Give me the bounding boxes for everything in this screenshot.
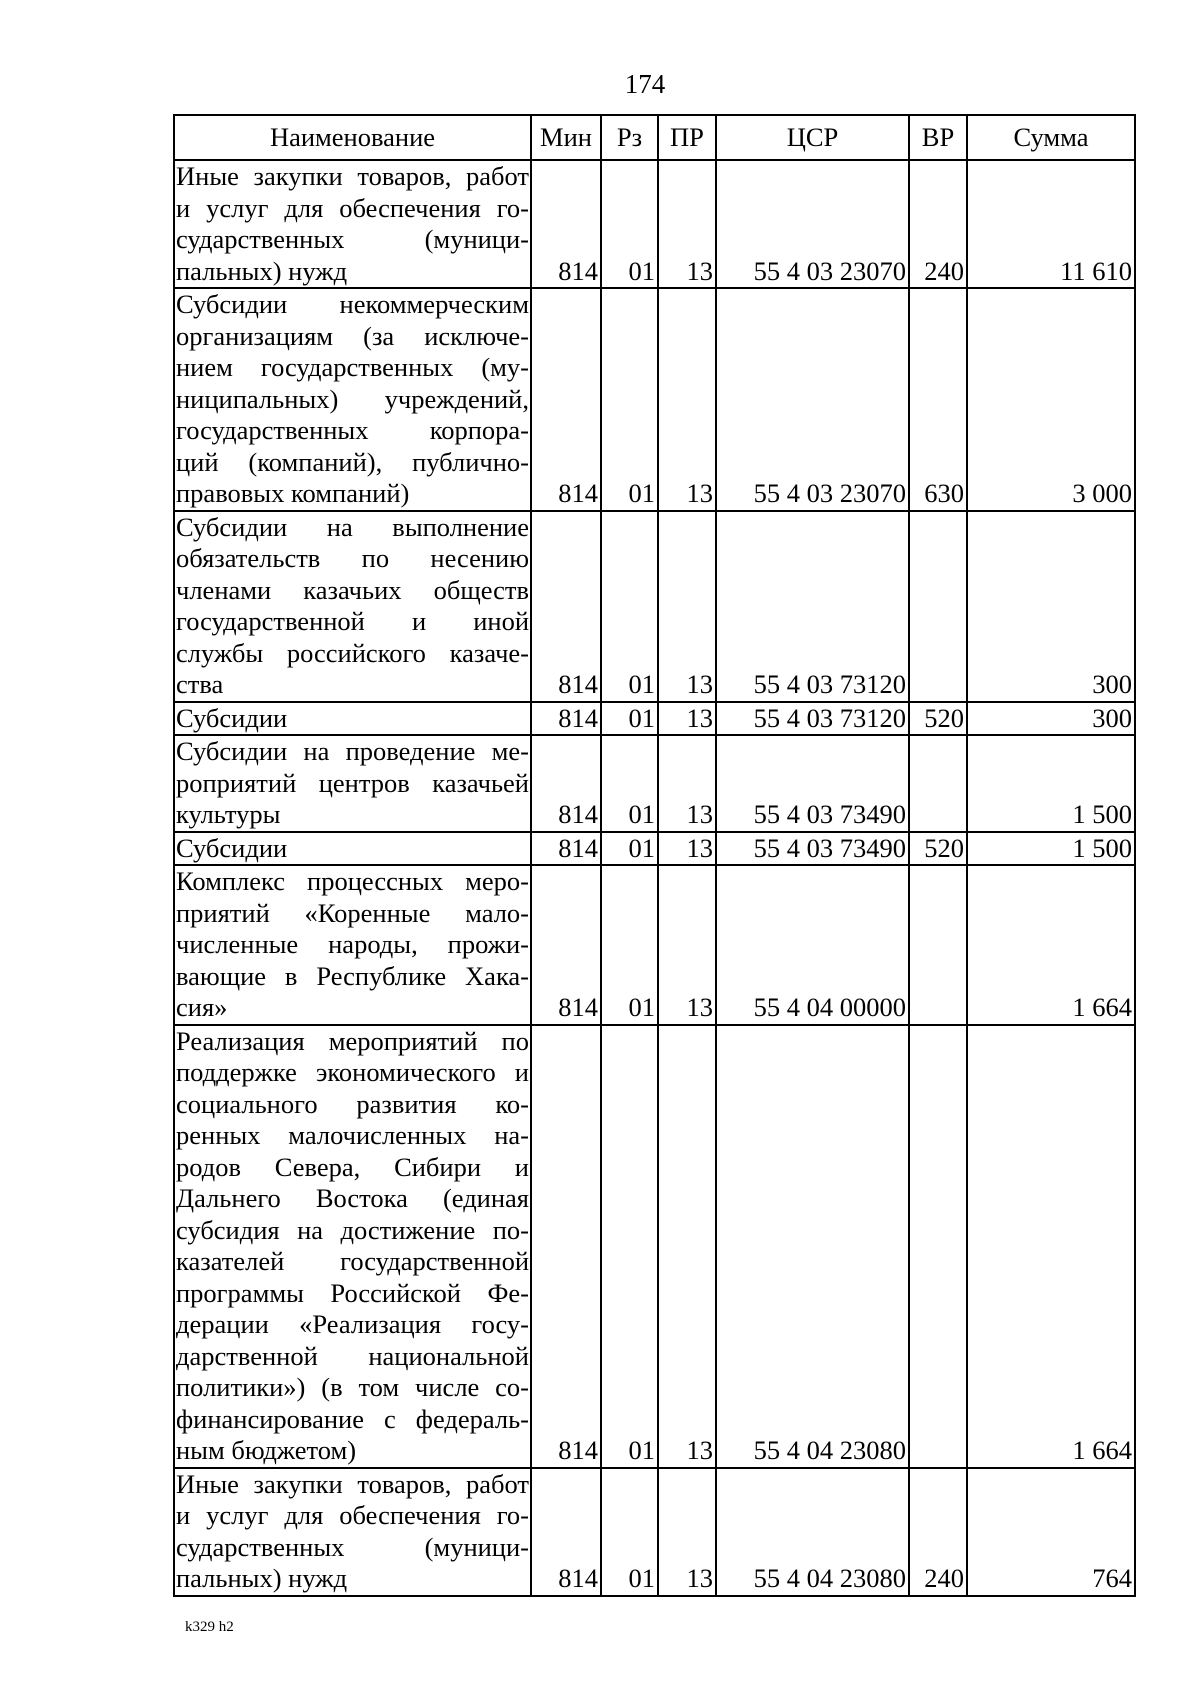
header-csr: ЦСР — [716, 115, 909, 160]
table-row — [174, 1468, 1135, 1596]
row-name-line: роприятий центров казачьей — [176, 767, 529, 798]
row-name-line: Иные закупки товаров, работ — [176, 1468, 529, 1499]
row-name-line: ренных малочисленных на- — [176, 1120, 529, 1150]
row-name-line: и услуг для обеспечения го- — [176, 1500, 529, 1530]
row-csr: 55 4 03 73490 — [716, 735, 909, 832]
row-name-line: программы Российской Фе- — [176, 1277, 529, 1308]
row-name-line: численные народы, прожи- — [176, 929, 529, 959]
row-name-line: Субсидии на проведение ме- — [176, 736, 529, 766]
table-row — [174, 832, 1135, 866]
row-name — [174, 160, 531, 288]
table-body — [174, 160, 1135, 1596]
row-pr: 13 — [658, 160, 716, 288]
row-name — [174, 1025, 531, 1468]
row-name-line: и услуг для обеспечения го- — [176, 192, 529, 223]
row-rz: 01 — [601, 702, 658, 736]
row-sum: 300 — [967, 702, 1135, 736]
row-sum: 764 — [967, 1468, 1135, 1596]
header-pr: ПР — [658, 115, 716, 160]
row-vr: 520 — [909, 702, 967, 736]
row-name-line: правовых компаний) — [176, 478, 410, 508]
row-rz: 01 — [601, 865, 658, 1025]
table-header-row — [174, 115, 1135, 160]
row-pr: 13 — [658, 288, 716, 511]
table-row — [174, 160, 1135, 288]
row-csr: 55 4 03 73490 — [716, 832, 909, 866]
row-sum: 3 000 — [967, 288, 1135, 511]
footer-code: k329 h2 — [185, 1619, 234, 1635]
row-name — [174, 832, 531, 866]
row-rz: 01 — [601, 288, 658, 511]
row-min: 814 — [531, 160, 601, 288]
table-row — [174, 735, 1135, 832]
row-name-line: ций (компаний), публично- — [176, 446, 529, 477]
row-csr: 55 4 04 23080 — [716, 1025, 909, 1468]
row-vr — [909, 735, 967, 832]
row-name — [174, 511, 531, 702]
row-sum: 300 — [967, 511, 1135, 702]
row-name-line: сударственных (муници- — [176, 224, 529, 254]
row-vr — [909, 1025, 967, 1468]
row-sum: 1 500 — [967, 735, 1135, 832]
header-min: Мин — [531, 115, 601, 160]
row-min: 814 — [531, 288, 601, 511]
row-vr: 630 — [909, 288, 967, 511]
row-name-line: Иные закупки товаров, работ — [176, 161, 529, 191]
table-row — [174, 511, 1135, 702]
page-number: 174 — [624, 69, 666, 99]
row-min: 814 — [531, 1025, 601, 1468]
row-name-line: сударственных (муници- — [176, 1531, 529, 1562]
row-name-line: государственной и иной — [176, 606, 529, 636]
row-name-line: членами казачьих обществ — [176, 574, 529, 605]
row-name-line: культуры — [176, 799, 281, 829]
row-name — [174, 288, 531, 511]
row-name-line: ства — [176, 669, 224, 699]
row-name-line: Субсидии — [176, 832, 288, 863]
row-sum: 1 500 — [967, 832, 1135, 866]
row-name-line: субсидия на достижение по- — [176, 1214, 529, 1245]
row-vr — [909, 865, 967, 1025]
row-name-line: Комплекс процессных меро- — [176, 866, 529, 896]
row-min: 814 — [531, 511, 601, 702]
row-name-line: Субсидии — [176, 702, 288, 733]
row-name-line: вающие в Республике Хака- — [176, 960, 529, 991]
row-name-line: социального развития ко- — [176, 1088, 529, 1119]
row-csr: 55 4 03 73120 — [716, 702, 909, 736]
row-pr: 13 — [658, 1468, 716, 1596]
row-pr: 13 — [658, 702, 716, 736]
row-csr: 55 4 04 23080 — [716, 1468, 909, 1596]
row-name-line: финансирование с федераль- — [176, 1403, 529, 1434]
row-name-line: нием государственных (му- — [176, 352, 529, 382]
table-row — [174, 288, 1135, 511]
row-rz: 01 — [601, 1468, 658, 1596]
row-min: 814 — [531, 735, 601, 832]
row-name-line: государственных корпора- — [176, 415, 529, 445]
row-name-line: Субсидии некоммерческим — [176, 289, 529, 319]
row-vr — [909, 511, 967, 702]
row-pr: 13 — [658, 735, 716, 832]
row-min: 814 — [531, 832, 601, 866]
row-name-line: поддержке экономического и — [176, 1057, 529, 1087]
row-name-line: организациям (за исключе- — [176, 320, 529, 351]
row-name-line: сия» — [176, 992, 228, 1022]
row-csr: 55 4 03 23070 — [716, 288, 909, 511]
row-csr: 55 4 03 23070 — [716, 160, 909, 288]
row-rz: 01 — [601, 160, 658, 288]
row-name-line: дерации «Реализация госу- — [176, 1309, 529, 1339]
table-row — [174, 865, 1135, 1025]
row-rz: 01 — [601, 1025, 658, 1468]
row-rz: 01 — [601, 511, 658, 702]
row-pr: 13 — [658, 865, 716, 1025]
row-name — [174, 702, 531, 736]
row-pr: 13 — [658, 1025, 716, 1468]
row-name-line: обязательств по несению — [176, 543, 529, 573]
header-rz: Рз — [601, 115, 658, 160]
row-csr: 55 4 03 73120 — [716, 511, 909, 702]
row-name — [174, 1468, 531, 1596]
row-name-line: Реализация мероприятий по — [176, 1025, 529, 1056]
row-vr: 240 — [909, 1468, 967, 1596]
row-name-line: ным бюджетом) — [176, 1435, 357, 1465]
row-csr: 55 4 04 00000 — [716, 865, 909, 1025]
row-sum: 1 664 — [967, 1025, 1135, 1468]
row-min: 814 — [531, 702, 601, 736]
row-name-line: ниципальных) учреждений, — [176, 383, 529, 414]
row-rz: 01 — [601, 832, 658, 866]
row-pr: 13 — [658, 832, 716, 866]
row-name-line: Дальнего Востока (единая — [176, 1183, 529, 1213]
row-name-line: пальных) нужд — [176, 255, 348, 286]
row-name — [174, 735, 531, 832]
row-name-line: приятий «Коренные мало- — [176, 897, 529, 928]
row-vr: 240 — [909, 160, 967, 288]
row-sum: 1 664 — [967, 865, 1135, 1025]
row-rz: 01 — [601, 735, 658, 832]
row-pr: 13 — [658, 511, 716, 702]
row-vr: 520 — [909, 832, 967, 866]
row-min: 814 — [531, 1468, 601, 1596]
row-name-line: политики») (в том числе со- — [176, 1372, 529, 1402]
table-row — [174, 1025, 1135, 1468]
header-vr: ВР — [909, 115, 967, 160]
row-name-line: службы российского казаче- — [176, 637, 529, 668]
row-min: 814 — [531, 865, 601, 1025]
row-sum: 11 610 — [967, 160, 1135, 288]
row-name-line: дарственной национальной — [176, 1340, 529, 1371]
header-sum: Сумма — [967, 115, 1135, 160]
row-name-line: родов Севера, Сибири и — [176, 1151, 529, 1182]
table-row — [174, 702, 1135, 736]
row-name-line: казателей государственной — [176, 1246, 529, 1276]
row-name-line: Субсидии на выполнение — [176, 511, 529, 542]
row-name — [174, 865, 531, 1025]
header-name: Наименование — [174, 115, 531, 160]
row-name-line: пальных) нужд — [176, 1563, 348, 1593]
budget-table — [173, 114, 1136, 1597]
